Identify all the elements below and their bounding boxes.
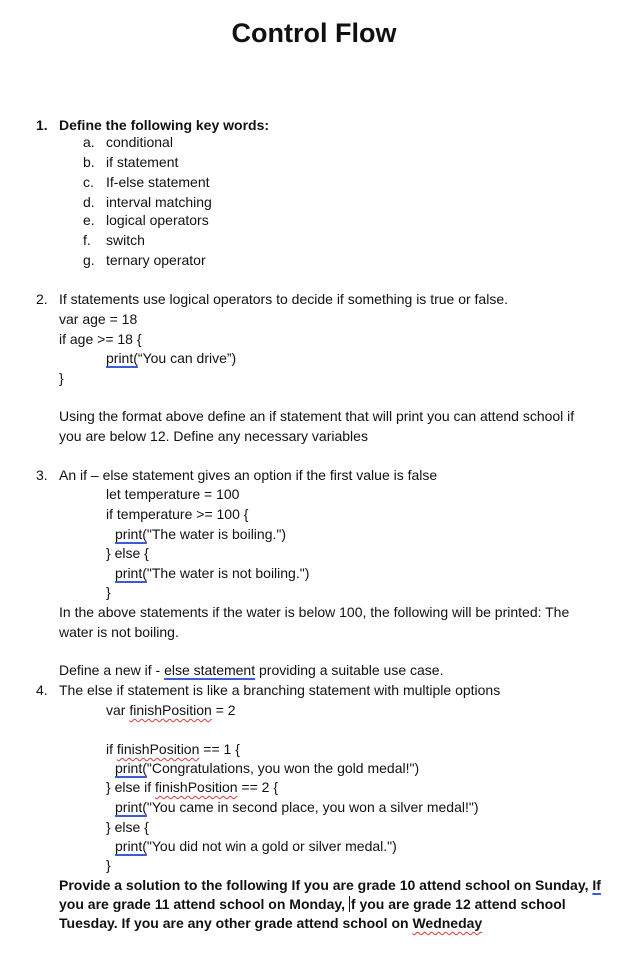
q3-print-arg-2: "The water is not boiling.") xyxy=(146,565,310,581)
q4-print-call-2: print( xyxy=(115,799,147,815)
q4-var-keyword: var xyxy=(106,702,130,718)
q3-define-post: providing a suitable use case. xyxy=(255,662,444,678)
q4-solution-1-text: Provide a solution to the following If you are grade 10 attend school on Sunday, xyxy=(59,877,593,893)
q1-item-e: logical operators xyxy=(106,212,209,228)
q1-letter-f: f. xyxy=(83,232,91,248)
q1-letter-e: e. xyxy=(83,212,95,228)
q3-code-line-3 xyxy=(115,525,286,543)
q3-explanation-2: water is not boiling. xyxy=(59,624,179,640)
q3-explanation-1: In the above statements if the water is below 100, the following will be printed: The xyxy=(59,604,570,620)
q4-solution-2-pre: you are grade 11 attend school on Monday, xyxy=(59,896,349,912)
q3-code-line-6: } xyxy=(106,584,111,600)
q4-solution-2 xyxy=(59,895,566,913)
q1-item-g: ternary operator xyxy=(106,252,206,268)
q4-solution-3 xyxy=(59,914,482,932)
q2-instruction-1: Using the format above define an if statement that will print you can attend school if xyxy=(59,408,575,424)
q1-letter-c: c. xyxy=(83,174,94,190)
q4-solution-3-misspelled: Wedneday xyxy=(412,915,483,931)
page-title: Control Flow xyxy=(231,18,397,48)
q2-code-line-1: var age = 18 xyxy=(59,311,138,327)
q1-letter-b: b. xyxy=(83,154,95,170)
q4-if-line xyxy=(106,740,240,758)
q4-print-call-3: print( xyxy=(115,838,147,854)
q4-print-line-2 xyxy=(115,798,479,816)
q4-print-call-1: print( xyxy=(115,760,147,776)
q3-print-call-2: print( xyxy=(115,565,147,581)
q4-else-line: } else { xyxy=(106,819,149,835)
q3-number: 3. xyxy=(36,467,48,483)
q2-code-line-4: } xyxy=(59,370,64,386)
q1-item-c: If-else statement xyxy=(106,174,210,190)
q4-if-keyword: if xyxy=(106,741,117,757)
q4-solution-1 xyxy=(59,876,601,894)
q1-item-a: conditional xyxy=(106,134,173,150)
q3-code-line-4: } else { xyxy=(106,545,149,561)
q1-item-b: if statement xyxy=(106,154,179,170)
q3-code-line-2: if temperature >= 100 { xyxy=(106,506,249,522)
q4-solution-3-text: Tuesday. If you are any other grade attend school on xyxy=(59,915,413,931)
q4-var-line xyxy=(106,701,236,719)
q3-define-pre: Define a new if - xyxy=(59,662,165,678)
q1-item-d: interval matching xyxy=(106,194,212,210)
q2-intro: If statements use logical operators to decide if something is true or false. xyxy=(59,291,509,307)
q2-code-line-3 xyxy=(106,349,236,367)
q2-print-arg: “You can drive”) xyxy=(137,350,237,366)
q3-code-line-1: let temperature = 100 xyxy=(106,486,240,502)
q2-instruction-2: you are below 12. Define any necessary variables xyxy=(59,428,368,444)
q4-number: 4. xyxy=(36,682,48,698)
q3-print-call-1: print( xyxy=(115,526,147,542)
q4-var-value: = 2 xyxy=(211,702,236,718)
q4-if-var: finishPosition xyxy=(116,741,200,757)
q2-number: 2. xyxy=(36,291,48,307)
q2-print-call: print( xyxy=(106,350,138,366)
q3-define-flagged: else statement xyxy=(164,662,256,678)
q4-solution-2-post: f you are grade 12 attend school xyxy=(350,896,566,912)
q4-print-arg-2: "You came in second place, you won a silver medal!") xyxy=(146,799,479,815)
q4-elseif-var: finishPosition xyxy=(155,779,238,795)
q2-code-line-2: if age >= 18 { xyxy=(59,331,142,347)
q4-print-arg-1: "Congratulations, you won the gold medal!") xyxy=(146,760,420,776)
q4-close-line: } xyxy=(106,857,111,873)
q4-elseif-cond: == 2 { xyxy=(237,779,279,795)
q4-elseif-keyword: } else if xyxy=(106,779,156,795)
q4-print-line-3 xyxy=(115,837,397,855)
q4-solution-1-flagged: If xyxy=(592,877,601,893)
q4-if-cond: == 1 { xyxy=(199,741,240,757)
q3-code-line-5 xyxy=(115,564,309,582)
q1-prompt: Define the following key words: xyxy=(59,117,270,133)
q1-letter-a: a. xyxy=(83,134,95,150)
q3-print-arg-1: "The water is boiling.") xyxy=(146,526,287,542)
q3-intro: An if – else statement gives an option if the first value is false xyxy=(59,467,438,483)
q1-number: 1. xyxy=(36,117,48,133)
q1-letter-g: g. xyxy=(83,252,95,268)
q1-item-f: switch xyxy=(106,232,145,248)
q1-letter-d: d. xyxy=(83,194,95,210)
q4-var-name: finishPosition xyxy=(129,702,212,718)
q4-intro: The else if statement is like a branching statement with multiple options xyxy=(59,682,501,698)
q3-define-task xyxy=(59,661,443,679)
q4-print-line-1 xyxy=(115,759,419,777)
q4-print-arg-3: "You did not win a gold or silver medal.") xyxy=(146,838,397,854)
text-cursor[interactable] xyxy=(349,896,350,912)
q4-elseif-line xyxy=(106,778,278,796)
